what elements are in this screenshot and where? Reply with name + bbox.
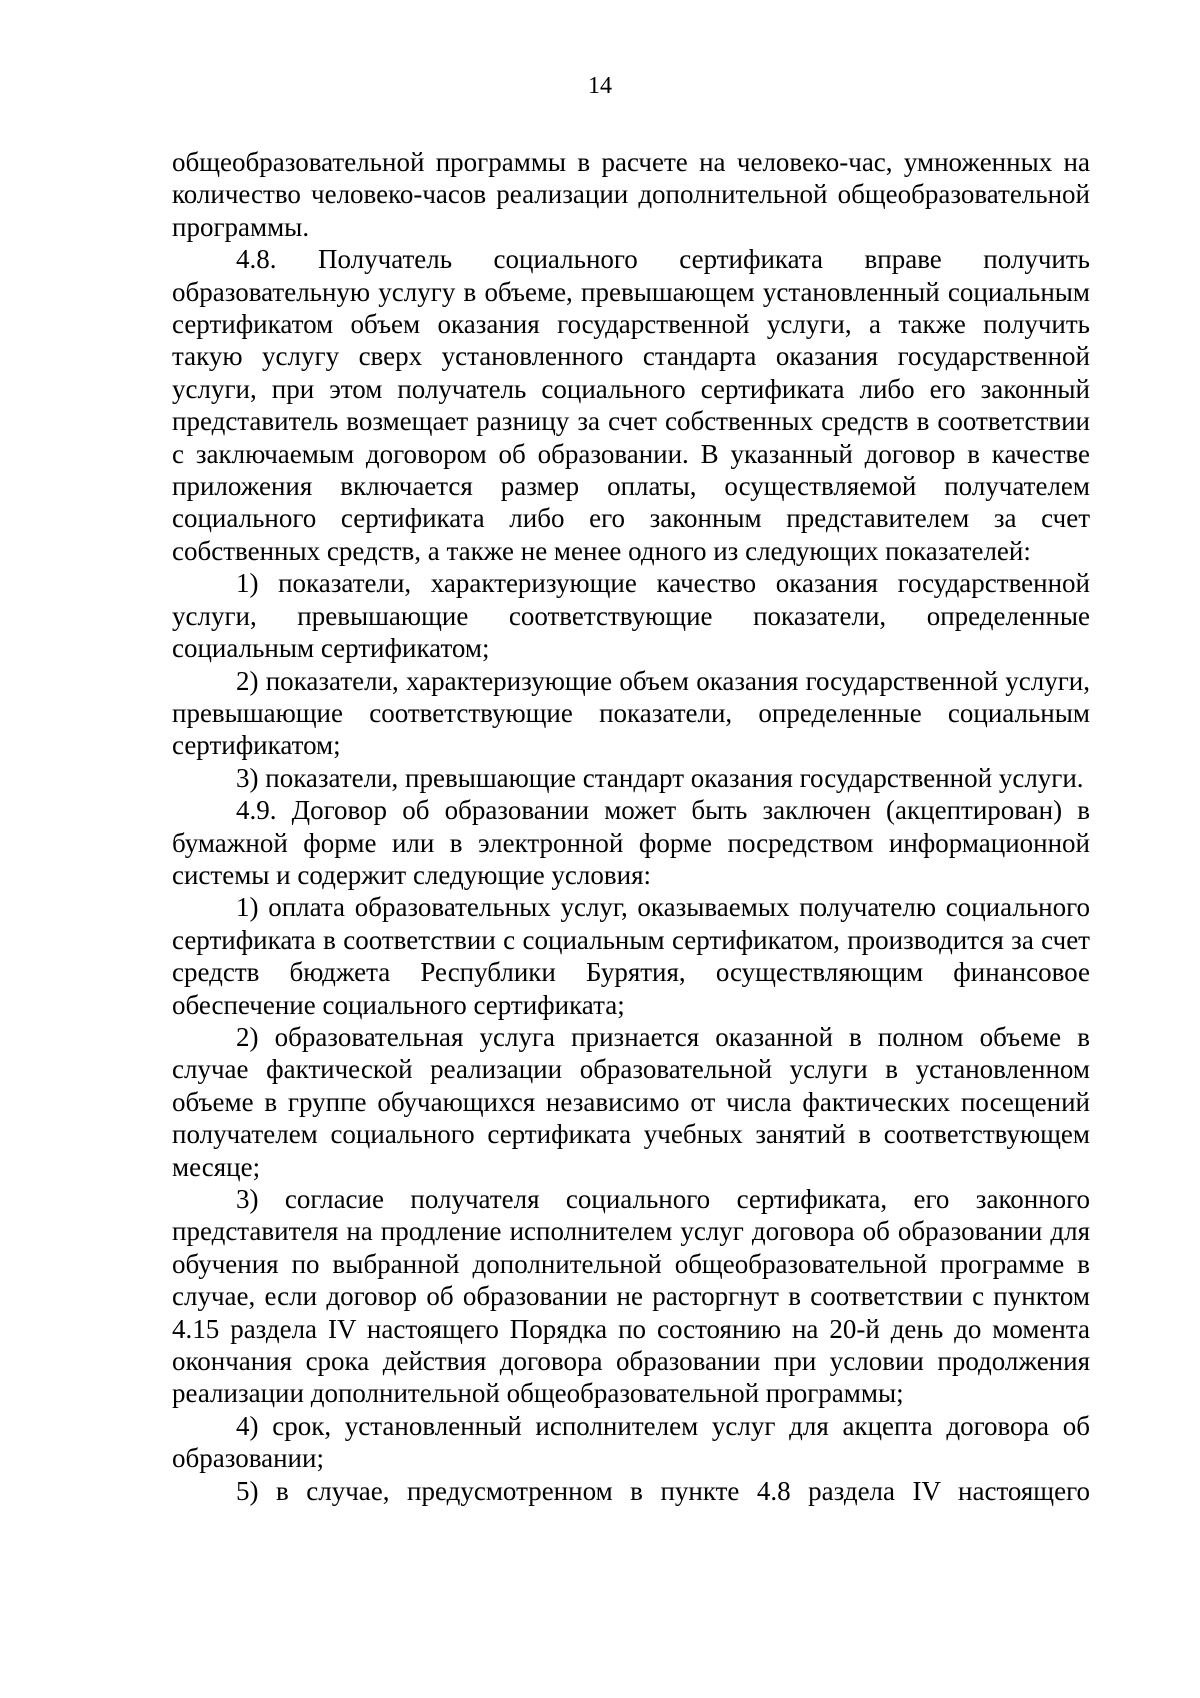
page-number: 14 (588, 73, 612, 99)
paragraph-4-9-item-2: 2) образовательная услуга признается оказанной в полном объеме в случае фактической реализации образовательной услуги в установленном объеме в группе обучающихся независимо от числа фактических посещений получателем социального сертификата учебных занятий в соответствующем месяце; (172, 1021, 1090, 1182)
paragraph-4-9-item-5: 5) в случае, предусмотренном в пункте 4.8 раздела IV настоящего (236, 1475, 1090, 1506)
paragraph-4-8-item-1: 1) показатели, характеризующие качество оказания государственной услуги, превышающие соответствующие показатели, определенные социальным сертификатом; (172, 568, 1090, 664)
paragraph-4-9: 4.9. Договор об образовании может быть заключен (акцептирован) в бумажной форме или в электронной форме посредством информационной системы и содержит следующие условия: (172, 795, 1090, 890)
paragraph-4-9-item-1: 1) оплата образовательных услуг, оказываемых получателю социального сертификата в соответствии с социальным сертификатом, производится за счет средств бюджета Республики Бурятия, осуществляющим финансовое обеспечение социального сертификата; (172, 892, 1090, 1020)
paragraph-4-8-item-2: 2) показатели, характеризующие объем оказания государственной услуги, превышающие соответствующие показатели, определенные социальным сертификатом; (172, 665, 1090, 761)
paragraph-4-9-item-4: 4) срок, установленный исполнителем услуг для акцепта договора об образовании; (172, 1410, 1090, 1474)
document-body (172, 146, 1090, 1507)
paragraph-continuation: общеобразовательной программы в расчете на человеко-час, умноженных на количество человеко-часов реализации дополнительной общеобразовательной программы. (172, 147, 1090, 242)
paragraph-4-8-item-3: 3) показатели, превышающие стандарт оказания государственной услуги. (236, 762, 1084, 793)
paragraph-4-8: 4.8. Получатель социального сертификата вправе получить образовательную услугу в объеме, превышающем установленный социальным сертификатом объем оказания государственной услуги, а также получить такую услугу сверх установленного стандарта оказания государственной услуги, при этом получатель социального сертификата либо его законный представитель возмещает разницу за счет собственных средств в соответствии с заключаемым договором об образовании. В указанный договор в качестве приложения включается размер оплаты, осуществляемой получателем социального сертификата либо его законным представителем за счет собственных средств, а также не менее одного из следующих показателей: (172, 244, 1090, 566)
paragraph-4-9-item-3: 3) согласие получателя социального сертификата, его законного представителя на продление исполнителем услуг договора об образовании для обучения по выбранной дополнительной общеобразовательной программе в случае, если договор об образовании не расторгнут в соответствии с пунктом 4.15 раздела IV настоящего Порядка по состоянию на 20-й день до момента окончания срока действия договора образовании при условии продолжения реализации дополнительной общеобразовательной программы; (172, 1184, 1090, 1409)
